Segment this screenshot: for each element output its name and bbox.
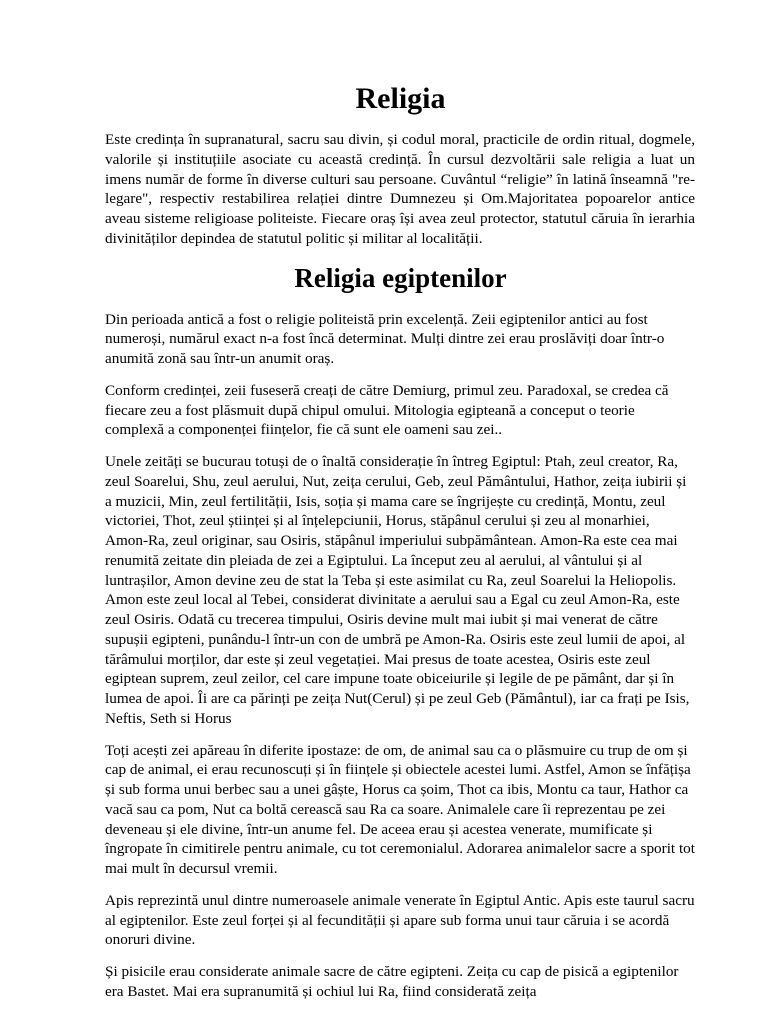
- paragraph-5: Apis reprezintă unul dintre numeroasele animale venerate în Egiptul Antic. Apis este taurul sacru al egiptenilor. Este zeul forței și al fecundității și apare sub forma unui taur căruia i se acordă onoruri divine.: [105, 891, 695, 949]
- paragraph-intro: Este credința în supranatural, sacru sau divin, și codul moral, practicile de ordin ritual, dogmele, valorile și instituțiile asociate cu această credință. În cursul dezvoltării sale religia a luat un imens număr de forme în diverse culturi sau persoane. Cuvântul “religie” în latină înseamnă "re-legare", respectiv restabilirea relației dintre Dumnezeu și Om.Majoritatea popoarelor antice aveau sisteme religioase politeiste. Fiecare oraș își avea zeul protector, statutul căruia în ierarhia divinităților depindea de statutul politic și militar al localității.: [105, 131, 695, 247]
- paragraph-2: Conform credinței, zeii fuseseră creați de către Demiurg, primul zeu. Paradoxal, se credea că fiecare zeu a fost plăsmuit după chipul omului. Mitologia egipteană a conceput o teorie complexă a componenței ființelor, fie că sunt ele oameni sau zei..: [105, 381, 669, 439]
- intro-section: [105, 130, 695, 249]
- paragraph-6: Și pisicile erau considerate animale sacre de către egipteni. Zeița cu cap de pisică a egiptenilor era Bastet. Mai era supranumită și ochiul lui Ra, fiind considerată zeița: [105, 963, 679, 1000]
- paragraph-1: Din perioada antică a fost o religie politeistă prin excelență. Zeii egiptenilor antici au fost numeroși, numărul exact n-a fost încă determinat. Mulți dintre zei erau proslăviți doar într-o anumită zonă sau într-un anumit oraș.: [105, 310, 665, 367]
- section-heading-egyptian-religion: Religia egiptenilor: [294, 262, 507, 293]
- paragraph-3: Unele zeități se bucurau totuși de o înaltă considerație în întreg Egiptul: Ptah, zeul creator, Ra, zeul Soarelui, Shu, zeul aerului, Nut, zeița cerului, Geb, zeul Pământului, Hathor, zeița iubirii și a muzicii, Min, zeul fertilității, Isis, soția și mama care se îngrijește cu credință, Montu, zeul victoriei, Thot, zeul științei și al înțelepciunii, Horus, stăpânul cerului și zeu al monarhiei, Amon-Ra, zeul originar, sau Osiris, stăpânul imperiului subpământean. Amon-Ra este cea mai renumită zeitate din pleiada de zei a Egiptului. La început zeu al aerului, al vântului și al luntrașilor, Amon devine zeu de stat la Teba și este asimilat cu Ra, zeul Soarelui la Heliopolis. Amon este zeul local al Tebei, considerat divinitate a aerului sau a Egal cu zeul Amon-Ra, este zeul Osiris. Odată cu trecerea timpului, Osiris devine mult mai iubit și mai venerat de către supușii egipteni, punându-l într-un con de umbră pe Amon-Ra. Osiris este zeul lumii de apoi, al tărâmului morților, dar este și zeul vegetației. Mai presus de toate acestea, Osiris este zeul egiptean suprem, zeul zeilor, cel care impune toate obiceiurile și legile de pe pământ, dar și în lumea de apoi. Îi are ca părinți pe zeița Nut(Cerul) și pe zeul Geb (Pământul), iar ca frați pe Isis, Neftis, Seth si Horus: [105, 453, 690, 727]
- body-section: [105, 310, 695, 1002]
- paragraph-4: Toți acești zei apăreau în diferite ipostaze: de om, de animal sau ca o plăsmuire cu trup de om și cap de animal, ei erau recunoscuți și în ființele și obiectele acestei lumi. Astfel, Amon se înfățișa și sub forma unui berbec sau a unei gâște, Horus ca șoim, Thot ca ibis, Montu ca taur, Hathor ca vacă sau ca pom, Nut ca boltă cerească sau Ra ca soare. Animalele care îi reprezentau pe zei deveneau și ele divine, într-un anume fel. De aceea erau și acestea venerate, mumificate și îngropate în cimitirele pentru animale, cu tot ceremonialul. Adorarea animalelor sacre a sporit tot mai mult în decursul vremii.: [105, 741, 695, 877]
- page-title: Religia: [355, 82, 446, 115]
